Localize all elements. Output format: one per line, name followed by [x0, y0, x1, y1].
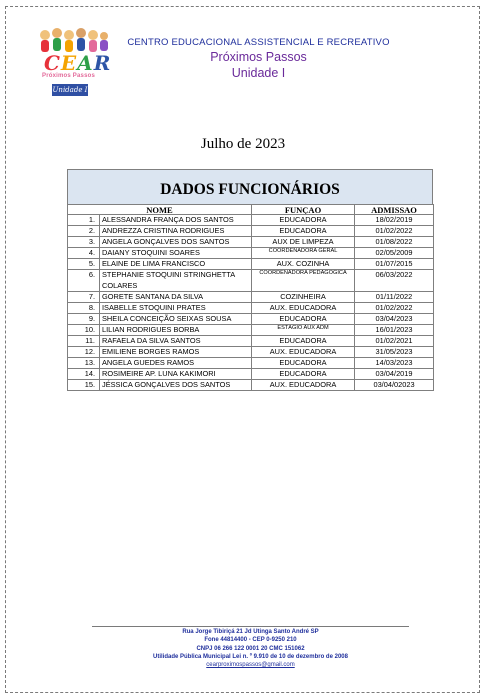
employee-role: AUX. EDUCADORA	[252, 303, 355, 314]
row-number: 8.	[68, 303, 100, 314]
logo-wordmark: CEAR	[44, 51, 112, 75]
row-number: 7.	[68, 292, 100, 303]
footer-phone: Fone 44814400 - CEP 0-9250 210	[204, 637, 297, 644]
cear-logo	[36, 26, 110, 98]
admission-date: 18/02/2019	[355, 215, 434, 226]
organization-subtitle: Próximos Passos	[210, 50, 307, 64]
admission-date: 16/01/2023	[355, 325, 434, 336]
admission-date: 03/04/2023	[355, 314, 434, 325]
admission-date: 03/04/02023	[355, 380, 434, 391]
row-number: 3.	[68, 237, 100, 248]
employee-role: COZINHEIRA	[252, 292, 355, 303]
employee-role: EDUCADORA	[252, 215, 355, 226]
employee-name: RAFAELA DA SILVA SANTOS	[100, 336, 252, 347]
table-row	[68, 369, 434, 380]
footer-cnpj: CNPJ 06 266 122 0001 20 CMC 151062	[196, 645, 305, 652]
column-header-admission: ADMISSAO	[355, 205, 434, 215]
admission-date: 01/08/2022	[355, 237, 434, 248]
table-row	[68, 303, 434, 314]
row-number: 14.	[68, 369, 100, 380]
row-number: 5.	[68, 259, 100, 270]
row-number: 1.	[68, 215, 100, 226]
footer	[92, 628, 409, 669]
footer-divider	[92, 626, 409, 627]
employee-name: ANGELA GUEDES RAMOS	[100, 358, 252, 369]
logo-subtitle: Próximos Passos	[42, 73, 96, 79]
employee-name: ANDREZZA CRISTINA RODRIGUES	[100, 226, 252, 237]
admission-date: 01/02/2022	[355, 226, 434, 237]
table-row	[68, 336, 434, 347]
row-number: 15.	[68, 380, 100, 391]
admission-date: 31/05/2023	[355, 347, 434, 358]
column-header-role: FUNÇAO	[252, 205, 355, 215]
table-row	[68, 358, 434, 369]
employee-name: ALESSANDRA FRANÇA DOS SANTOS	[100, 215, 252, 226]
employee-name: SHEILA CONCEIÇÃO SEIXAS SOUSA	[100, 314, 252, 325]
employee-role: EDUCADORA	[252, 369, 355, 380]
employee-role: EDUCADORA	[252, 314, 355, 325]
table-row	[68, 325, 434, 336]
employees-table	[67, 204, 434, 391]
row-number: 13.	[68, 358, 100, 369]
row-number: 6.	[68, 270, 100, 292]
table-row	[68, 215, 434, 226]
employee-role: EDUCADORA	[252, 336, 355, 347]
logo-unit-badge: Unidade I	[52, 86, 88, 94]
employee-name: STEPHANIE STOQUINI STRINGHETTA COLARES	[100, 270, 252, 292]
admission-date: 01/02/2021	[355, 336, 434, 347]
table-header-row	[68, 205, 434, 215]
employee-role: COORDENADORA GERAL	[252, 248, 355, 259]
table-title: DADOS FUNCIONÁRIOS	[67, 169, 433, 204]
organization-unit: Unidade I	[231, 66, 286, 80]
table-row	[68, 314, 434, 325]
table-row	[68, 226, 434, 237]
employee-name: ELAINE DE LIMA FRANCISCO	[100, 259, 252, 270]
employee-role: EDUCADORA	[252, 226, 355, 237]
admission-date: 03/04/2019	[355, 369, 434, 380]
admission-date: 01/02/2022	[355, 303, 434, 314]
employee-name: ANGELA GONÇALVES DOS SANTOS	[100, 237, 252, 248]
row-number: 9.	[68, 314, 100, 325]
admission-date: 02/05/2009	[355, 248, 434, 259]
table-row	[68, 380, 434, 391]
employees-table-container	[67, 169, 433, 391]
table-row	[68, 237, 434, 248]
footer-utility: Utilidade Pública Municipal Lei n. º 9.910 de 10 de dezembro de 2008	[153, 653, 348, 660]
footer-address: Rua Jorge Tibiriçá 21 Jd Utinga Santo André SP	[182, 629, 319, 635]
footer-email-link[interactable]: cearproximospassos@gmail.com	[206, 662, 295, 669]
row-number: 10.	[68, 325, 100, 336]
row-number: 12.	[68, 347, 100, 358]
employee-role: COORDENADORA PEDAGOGICA	[252, 270, 355, 292]
employee-role: EDUCADORA	[252, 358, 355, 369]
row-number: 4.	[68, 248, 100, 259]
admission-date: 14/03/2023	[355, 358, 434, 369]
table-row	[68, 292, 434, 303]
table-row	[68, 248, 434, 259]
employee-role: AUX. EDUCADORA	[252, 380, 355, 391]
document-date-title: Julho de 2023	[200, 136, 286, 152]
table-row	[68, 259, 434, 270]
employee-name: ROSIMEIRE AP. LUNA KAKIMORI	[100, 369, 252, 380]
employee-name: GORETE SANTANA DA SILVA	[100, 292, 252, 303]
row-number: 11.	[68, 336, 100, 347]
admission-date: 06/03/2022	[355, 270, 434, 292]
employee-role: AUX DE LIMPEZA	[252, 237, 355, 248]
employee-name: JÉSSICA GONÇALVES DOS SANTOS	[100, 380, 252, 391]
table-row	[68, 270, 434, 292]
employee-role: AUX. COZINHA	[252, 259, 355, 270]
row-number: 2.	[68, 226, 100, 237]
table-row	[68, 347, 434, 358]
admission-date: 01/07/2015	[355, 259, 434, 270]
employee-role: ESTÁGIO AUX ADM	[252, 325, 355, 336]
organization-name: CENTRO EDUCACIONAL ASSISTENCIAL E RECREATIVO	[127, 37, 390, 48]
employee-name: LILIAN RODRIGUES BORBA	[100, 325, 252, 336]
employee-name: ISABELLE STOQUINI PRATES	[100, 303, 252, 314]
employee-name: DAIANY STOQUINI SOARES	[100, 248, 252, 259]
column-header-name: NOME	[68, 205, 252, 215]
admission-date: 01/11/2022	[355, 292, 434, 303]
employee-role: AUX. EDUCADORA	[252, 347, 355, 358]
employee-name: EMILIENE BORGES RAMOS	[100, 347, 252, 358]
